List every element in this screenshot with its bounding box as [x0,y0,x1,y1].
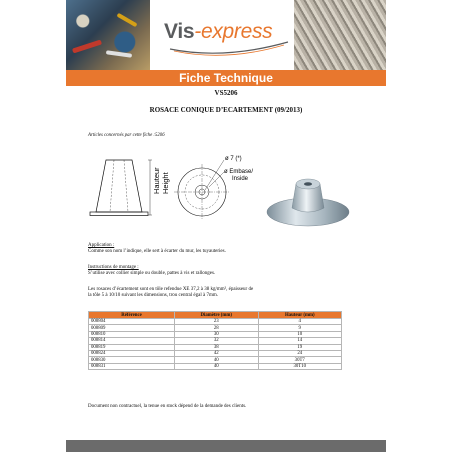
cell-reference: 008809 [89,325,175,331]
cell-diameter: 40 [175,363,258,369]
base-label-en: Inside [232,176,249,182]
cell-height: 9 [258,325,342,331]
brand-name [164,20,272,44]
instructions-section [88,265,215,278]
profile-drawing [90,160,152,216]
cell-diameter: 40 [175,357,258,363]
cell-height: 10 [258,331,342,337]
cell-diameter: 28 [175,325,258,331]
cell-reference: 008830 [89,357,175,363]
table-row [89,363,342,369]
base-label-fr: ø Embase/ [224,169,254,175]
disclaimer-note: Document non contractuel, la tenue en stock dépend de la demande des clients. [88,404,247,409]
description-line-2: la tôle 5 à 10/10 suivant les dimensions, trou central égal à 7mm. [88,293,218,299]
product-reference: VS5206 [214,89,238,97]
cell-height: 30T10 [258,363,342,369]
cell-diameter: 32 [175,338,258,344]
instructions-heading: Instructions de montage : [88,265,139,270]
description-line-1: Les rosaces d’écartement sont en tôle refendue XE 37,2 à 38 kg/mm², épaisseur de [88,287,254,292]
cell-reference: 008831 [89,363,175,369]
brand-logo [164,12,292,56]
cell-reference: 008824 [89,350,175,356]
brand-main: Vis [164,20,195,43]
document-title: ROSACE CONIQUE D’ECARTEMENT (09/2013) [149,106,303,114]
brand-accent: -express [194,20,273,43]
cell-reference: 008804 [89,319,175,325]
table-header-row [89,312,342,319]
cell-reference: 008819 [89,344,175,350]
header-photo-tools [66,0,150,70]
header [66,0,386,70]
cell-diameter: 38 [175,344,258,350]
cell-height: 24 [258,350,342,356]
product-photo [267,179,349,226]
column-header-reference: Référence [89,312,175,319]
height-label-fr: Hauteur [152,167,161,194]
banner [66,70,386,86]
header-photo-screws [294,0,386,70]
instructions-text: S’utilise avec collier simple ou double, pattes à vis et rallonges. [88,271,216,277]
description-section [88,287,253,300]
cell-height: 19 [258,344,342,350]
diameter-label: ø 7 (*) [225,156,242,162]
cell-diameter: 23 [175,319,258,325]
technical-drawing [86,148,376,238]
cell-reference: 008814 [89,338,175,344]
reference-table [88,311,342,370]
application-text: Comme son nom l’indique, elle sert à écarter du mur, les tuyauteries. [88,249,226,255]
application-section [88,243,226,256]
cell-diameter: 42 [175,350,258,356]
cell-height: 30T7 [258,357,342,363]
cell-reference: 008810 [89,331,175,337]
top-view-drawing [174,160,230,220]
column-header-height: Hauteur (mm) [258,312,342,319]
footer-bar [66,440,386,452]
articles-line: Articles concernés par cette fiche :5206 [88,133,165,138]
column-header-diameter: Diamètre (mm) [175,312,258,319]
cell-height: 4 [258,319,342,325]
cell-height: 14 [258,338,342,344]
application-heading: Application : [88,243,115,248]
height-label-en: Height [161,172,170,194]
cell-diameter: 30 [175,331,258,337]
banner-title: Fiche Technique [179,71,273,85]
